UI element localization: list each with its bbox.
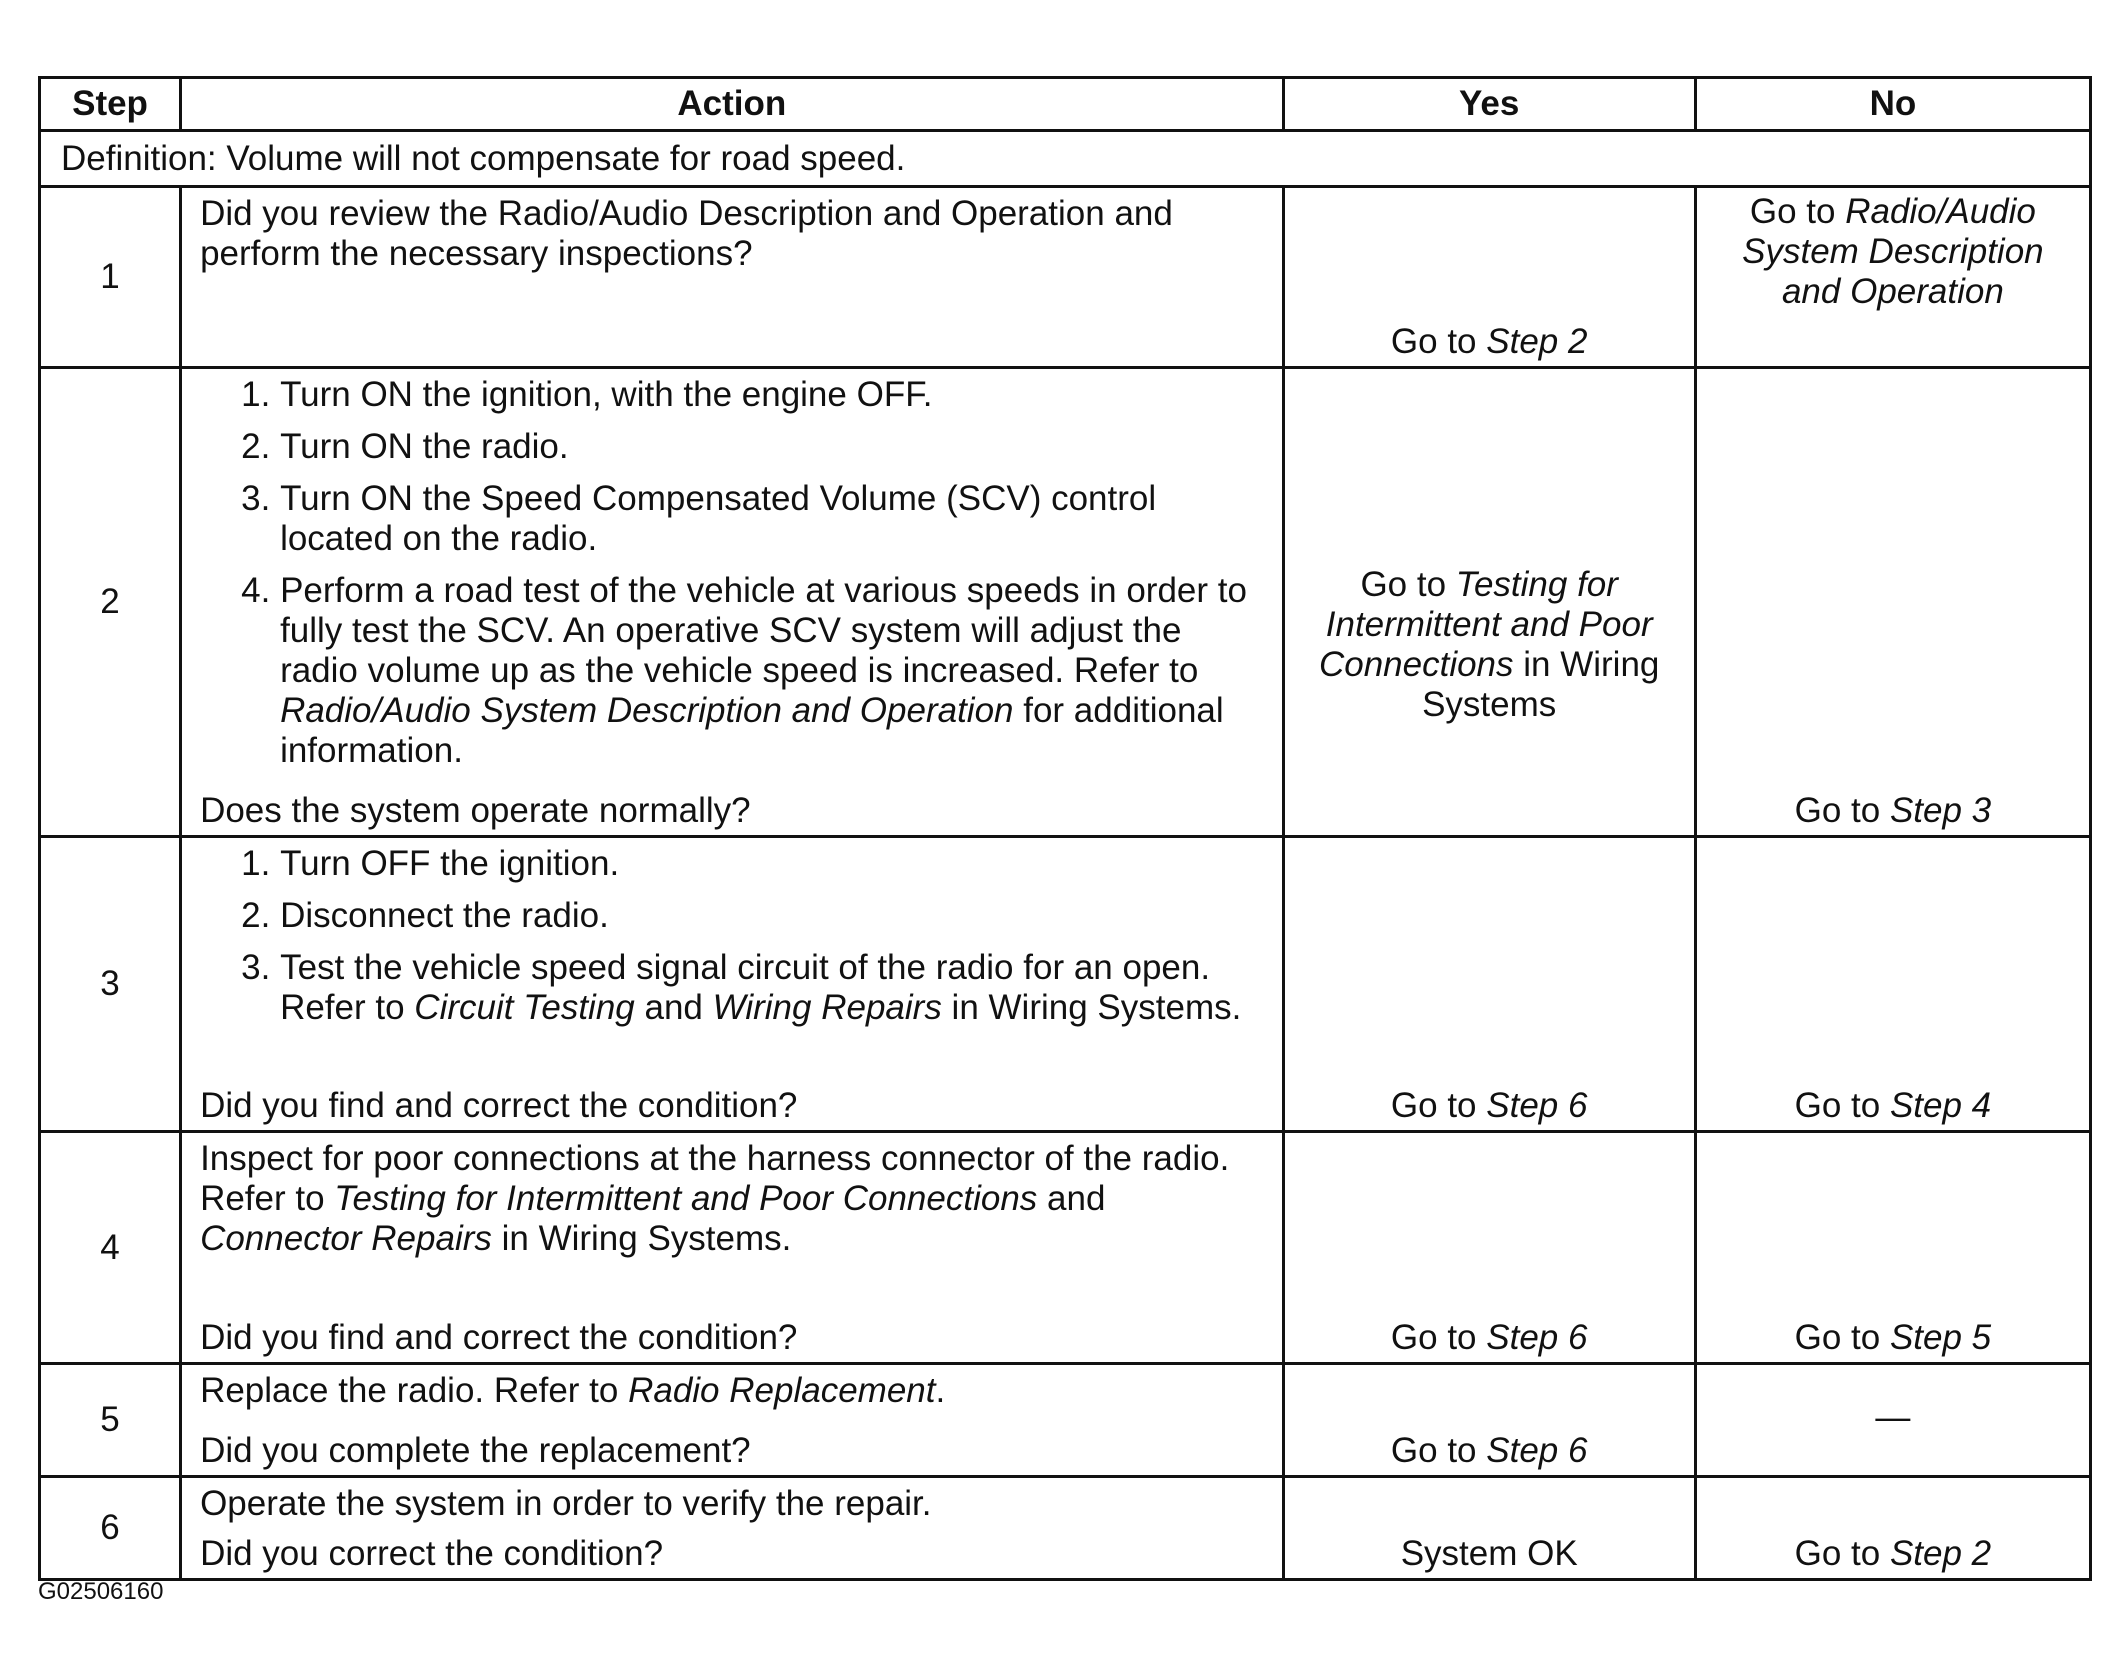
action-cell	[181, 837, 1284, 1132]
header-yes: Yes	[1283, 78, 1695, 131]
reference-link[interactable]: Radio/Audio System Description and Operation	[280, 691, 1014, 730]
action-question: Did you complete the replacement?	[200, 1431, 751, 1470]
action-text: Did you review the Radio/Audio Description and Operation and perform the necessary inspections?	[200, 194, 1173, 273]
figure-id: G02506160	[38, 1578, 164, 1605]
yes-cell	[1283, 368, 1695, 837]
header-row	[40, 78, 2091, 131]
header-action: Action	[181, 78, 1284, 131]
no-cell	[1695, 837, 2090, 1132]
no-cell	[1695, 1132, 2090, 1364]
list-item: 1. Turn OFF the ignition.	[280, 844, 1268, 884]
substep-text: Perform a road test of the vehicle at various speeds in order to fully test the SCV. An operative SCV system will adjust the radio volume up as the vehicle speed is increased. Refer to	[280, 571, 1247, 690]
yes-cell	[1283, 1364, 1695, 1477]
step-number: 3	[40, 837, 181, 1132]
table-row	[40, 1364, 2091, 1477]
substep-text-mid: and	[634, 988, 713, 1027]
yes-cell	[1283, 187, 1695, 368]
table-row	[40, 368, 2091, 837]
step-number: 4	[40, 1132, 181, 1364]
table-row	[40, 1132, 2091, 1364]
action-cell	[181, 1477, 1284, 1580]
action-question: Did you find and correct the condition?	[200, 1086, 798, 1125]
reference-link[interactable]: Wiring Repairs	[712, 988, 942, 1027]
yes-cell	[1283, 1132, 1695, 1364]
reference-link[interactable]: Testing for Intermittent and Poor Connections	[334, 1179, 1038, 1218]
no-prefix: Go to	[1794, 1318, 1890, 1357]
no-prefix: Go to	[1794, 1534, 1890, 1573]
action-cell	[181, 187, 1284, 368]
header-step: Step	[40, 78, 181, 131]
no-cell	[1695, 368, 2090, 837]
yes-link[interactable]: Step 6	[1486, 1431, 1588, 1470]
no-link[interactable]: Step 5	[1889, 1318, 1992, 1357]
yes-link[interactable]: Step 2	[1486, 322, 1588, 361]
substep-list	[200, 375, 1268, 783]
action-question: Did you find and correct the condition?	[200, 1318, 798, 1357]
yes-prefix: Go to	[1390, 1086, 1487, 1125]
yes-link[interactable]: Step 6	[1486, 1086, 1588, 1125]
action-text	[200, 1371, 1268, 1411]
no-link[interactable]: Step 2	[1889, 1534, 1992, 1573]
action-question: Did you correct the condition?	[200, 1534, 664, 1573]
yes-link[interactable]: Step 6	[1486, 1318, 1588, 1357]
step-number: 5	[40, 1364, 181, 1477]
no-cell: —	[1695, 1364, 2090, 1477]
action-cell	[181, 1132, 1284, 1364]
yes-link[interactable]: Testing for Intermittent and Poor Connections	[1318, 565, 1653, 684]
diagnostic-table	[38, 76, 2092, 1581]
step-number: 1	[40, 187, 181, 368]
action-text-start: Inspect for poor connections at the harness connector of the radio. Refer to	[200, 1139, 1230, 1218]
no-link[interactable]: Step 3	[1889, 791, 1992, 830]
table-row	[40, 187, 2091, 368]
list-item: 3. Turn ON the Speed Compensated Volume (SCV) control located on the radio.	[280, 479, 1268, 559]
action-cell	[181, 1364, 1284, 1477]
table-row	[40, 837, 2091, 1132]
substep-text-end: in Wiring Systems.	[941, 988, 1242, 1027]
yes-cell	[1283, 837, 1695, 1132]
action-text	[200, 1139, 1268, 1259]
no-cell	[1695, 187, 2090, 368]
list-item	[280, 948, 1268, 1028]
list-item: 2. Disconnect the radio.	[280, 896, 1268, 936]
substep-text: Test the vehicle speed signal circuit of the radio for an open. Refer to	[280, 948, 1211, 1027]
list-item: 1. Turn ON the ignition, with the engine OFF.	[280, 375, 1268, 415]
substep-list	[200, 844, 1268, 1040]
no-link[interactable]: Step 4	[1889, 1086, 1992, 1125]
reference-link[interactable]: Connector Repairs	[200, 1219, 492, 1258]
reference-link[interactable]: Radio Replacement	[628, 1371, 936, 1410]
list-item: 2. Turn ON the radio.	[280, 427, 1268, 467]
step-number: 2	[40, 368, 181, 837]
action-text: Operate the system in order to verify the repair.	[200, 1484, 932, 1523]
yes-suffix: in Wiring Systems	[1422, 645, 1660, 724]
yes-prefix: Go to	[1390, 1431, 1487, 1470]
no-prefix: Go to	[1794, 1086, 1890, 1125]
substep-text-end: for additional information.	[280, 691, 1224, 770]
action-cell	[181, 368, 1284, 837]
list-item	[280, 571, 1268, 771]
no-link[interactable]: Radio/Audio System Description and Operation	[1742, 192, 2044, 311]
yes-prefix: Go to	[1360, 565, 1456, 604]
yes-prefix: Go to	[1390, 322, 1487, 361]
table-row	[40, 1477, 2091, 1580]
step-number: 6	[40, 1477, 181, 1580]
no-prefix: Go to	[1749, 192, 1846, 231]
definition-row	[40, 131, 2091, 187]
no-cell	[1695, 1477, 2090, 1580]
action-question: Does the system operate normally?	[200, 791, 751, 830]
action-text-mid: and	[1037, 1179, 1106, 1218]
action-text-end: in Wiring Systems.	[491, 1219, 792, 1258]
no-prefix: Go to	[1794, 791, 1890, 830]
action-text-end: .	[935, 1371, 946, 1410]
action-text-start: Replace the radio. Refer to	[200, 1371, 629, 1410]
yes-prefix: Go to	[1390, 1318, 1487, 1357]
definition-text: Definition: Volume will not compensate for road speed.	[40, 131, 2091, 187]
yes-cell: System OK	[1283, 1477, 1695, 1580]
reference-link[interactable]: Circuit Testing	[414, 988, 635, 1027]
header-no: No	[1695, 78, 2090, 131]
